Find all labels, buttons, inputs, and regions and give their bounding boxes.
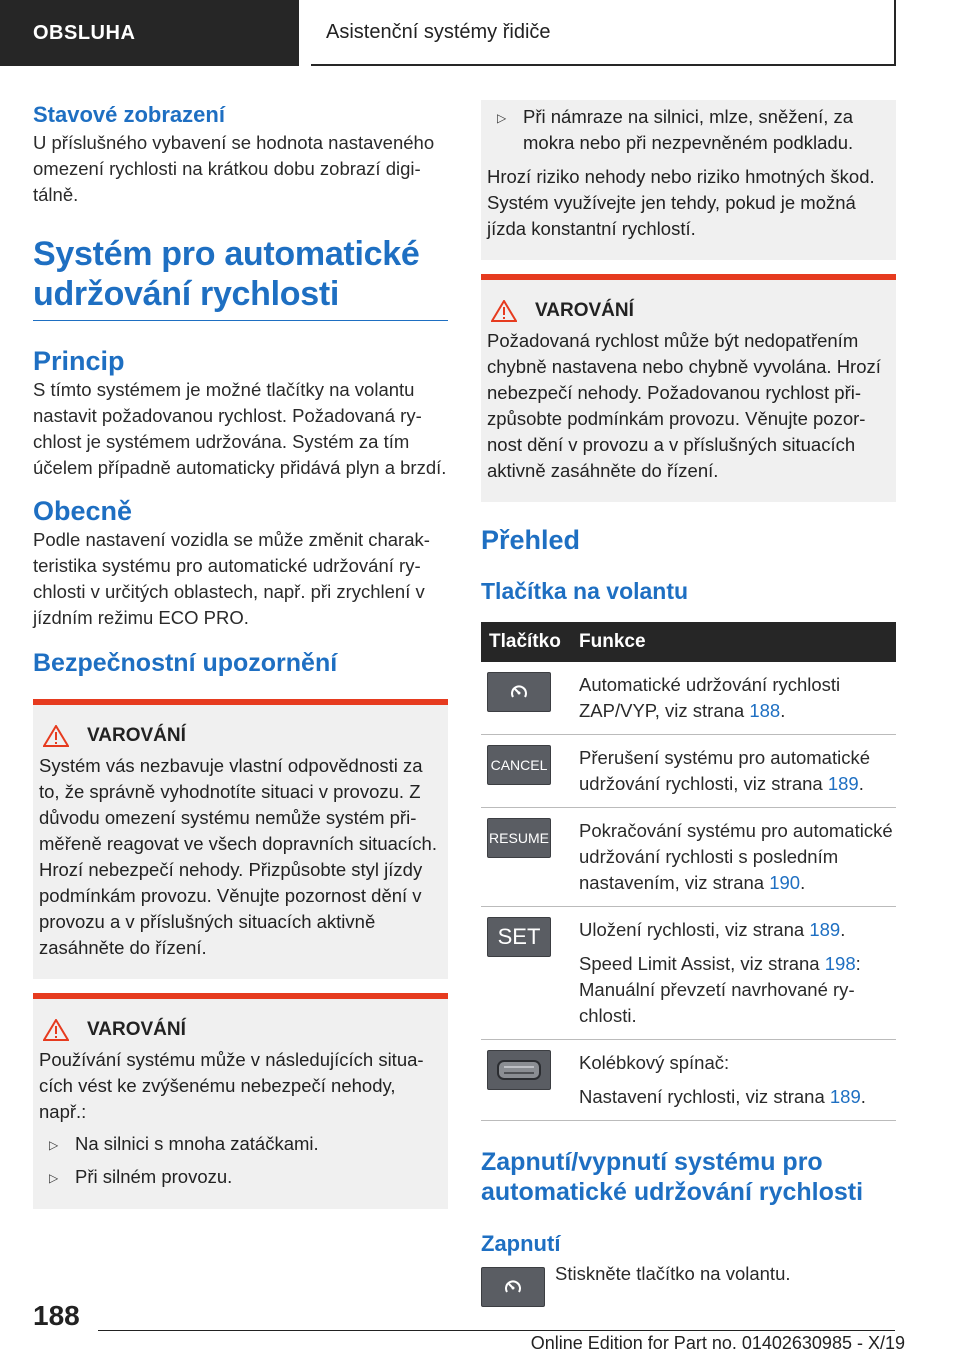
onoff-heading: Zapnutí/vypnutí systému pro automatické udržování rychlosti bbox=[481, 1148, 864, 1206]
table-row bbox=[481, 735, 896, 808]
warning-header bbox=[39, 725, 442, 747]
section-label: OBSLUHA bbox=[33, 21, 136, 44]
row-text: Přerušení systému pro automatické udržování rychlosti, viz strana bbox=[579, 747, 870, 794]
row-text: Uložení rychlosti, viz strana bbox=[579, 919, 810, 940]
section-tab bbox=[0, 0, 299, 66]
list-item bbox=[49, 1131, 442, 1158]
warning-continuation bbox=[481, 100, 896, 260]
table-row bbox=[481, 808, 896, 907]
on-instruction bbox=[481, 1263, 896, 1307]
row-text: Nastavení rychlosti, viz strana bbox=[579, 1086, 830, 1107]
warning-triangle-icon bbox=[491, 300, 517, 322]
safety-heading: Bezpečnostní upozornění bbox=[33, 649, 338, 677]
warning-title: VAROVÁNÍ bbox=[535, 300, 634, 321]
page-link[interactable]: 189 bbox=[827, 773, 859, 794]
chapter-tab bbox=[311, 0, 896, 66]
header-divider bbox=[299, 0, 311, 66]
general-text: Podle nastavení vozidla se může změnit charakteristika systému pro automatické udržování rychlosti v určitých oblastech, např. při zrychlení v jízdním režimu ECO PRO. bbox=[33, 529, 430, 628]
warning-box-3 bbox=[481, 274, 896, 502]
warning-title: VAROVÁNÍ bbox=[87, 1019, 186, 1040]
list-item bbox=[497, 104, 890, 156]
page-link[interactable]: 189 bbox=[809, 919, 841, 940]
chapter-label: Asistenční systémy řidiče bbox=[326, 20, 551, 43]
page-link[interactable]: 190 bbox=[769, 872, 801, 893]
row-text-end: . bbox=[840, 919, 846, 940]
column-header: Funkce bbox=[571, 622, 896, 662]
warning-text: Požadovaná rychlost může být nedopatřením chybně nastavena nebo chybně vyvolána. Hrozí nebezpečí nehody. Požadovanou rychlost přizpůsobte podmínkám provozu. Věnujte pozornost dění v provozu a v příslušných situacích aktivně zasáhněte do řízení. bbox=[487, 330, 881, 481]
row-text-end: . bbox=[858, 773, 864, 794]
bullet-text: Na silnici s mnoha zatáčkami. bbox=[75, 1133, 319, 1154]
warning-title: VAROVÁNÍ bbox=[87, 725, 186, 746]
overview-heading: Přehled bbox=[481, 525, 581, 555]
status-text: U příslušného vybavení se hodnota nastaveného omezení rychlosti na krátkou dobu zobrazí digitálně. bbox=[33, 132, 435, 205]
page-link[interactable]: 198 bbox=[824, 953, 856, 974]
page-link[interactable]: 189 bbox=[829, 1086, 861, 1107]
buttons-heading: Tlačítka na volantu bbox=[481, 578, 689, 604]
warning-text: Používání systému může v následujících situacích vést ke zvýšenému nebezpečí nehody, např.: bbox=[39, 1049, 424, 1122]
warning-box-2 bbox=[33, 993, 448, 1209]
row-text: Automatické udržování rychlosti ZAP/VYP, viz strana bbox=[579, 674, 841, 721]
rocker-switch-icon bbox=[487, 1050, 551, 1090]
list-item bbox=[49, 1164, 442, 1191]
row-text: Kolébkový spínač: bbox=[579, 1052, 730, 1073]
footer-rule bbox=[98, 1330, 895, 1331]
general-heading: Obecně bbox=[33, 496, 133, 526]
row-text: Pokračování systému pro automatické udržování rychlosti s posledním nastavením, viz strana bbox=[579, 820, 893, 893]
column-header: Tlačítko bbox=[481, 622, 571, 662]
row-text-end: : Manuální převzetí navrhované rychlosti. bbox=[579, 953, 861, 1026]
left-column bbox=[33, 100, 448, 1209]
warning-triangle-icon bbox=[43, 725, 69, 747]
row-text-end: . bbox=[800, 872, 806, 893]
on-heading: Zapnutí bbox=[481, 1231, 561, 1256]
table-row bbox=[481, 662, 896, 735]
cruise-control-icon bbox=[481, 1267, 545, 1307]
warning-box-1 bbox=[33, 699, 448, 979]
on-text: Stiskněte tlačítko na volantu. bbox=[555, 1263, 791, 1284]
table-row bbox=[481, 1040, 896, 1121]
heading-rule bbox=[33, 320, 448, 321]
principle-text: S tímto systémem je možné tlačítky na volantu nastavit požadovanou rychlost. Požadovaná rychlost je systémem udržována. Systém za tím účelem případně automaticky přidává plyn a brzdí. bbox=[33, 379, 447, 478]
warning-triangle-icon bbox=[43, 1019, 69, 1041]
page-number: 188 bbox=[33, 1300, 80, 1331]
right-column bbox=[481, 100, 896, 1307]
row-text: Speed Limit Assist, viz strana bbox=[579, 953, 825, 974]
warning-header bbox=[487, 300, 890, 322]
principle-heading: Princip bbox=[33, 346, 125, 376]
buttons-table bbox=[481, 622, 896, 1121]
main-heading: Systém pro automatické udržování rychlosti bbox=[33, 235, 420, 313]
cancel-button-icon: CANCEL bbox=[487, 745, 551, 785]
table-row bbox=[481, 907, 896, 1040]
warning-header bbox=[39, 1019, 442, 1041]
set-button-icon: SET bbox=[487, 917, 551, 957]
row-text-end: . bbox=[780, 700, 786, 721]
bullet-triangle-icon: ▷ bbox=[49, 1171, 59, 1185]
warning-text: Systém vás nezbavuje vlastní odpovědnosti za to, že správně vyhodnotíte situaci v provozu. Z důvodu omezení systému nemůže systém přiměřeně reagovat ve všech dopravních situacích. Hrozí nebezpečí nehody. Přizpůsobte styl jízdy podmínkám provozu. Věnujte pozornost dění v provozu a v příslušných situacích aktivně zasáhněte do řízení. bbox=[39, 755, 437, 958]
row-text-end: . bbox=[860, 1086, 866, 1107]
status-heading: Stavové zobrazení bbox=[33, 102, 225, 127]
page-link[interactable]: 188 bbox=[749, 700, 781, 721]
edition-text: Online Edition for Part no. 01402630985 - X/19 bbox=[530, 1333, 905, 1353]
bullet-triangle-icon: ▷ bbox=[49, 1138, 59, 1152]
bullet-triangle-icon: ▷ bbox=[497, 111, 507, 125]
cruise-control-icon bbox=[487, 672, 551, 712]
bullet-text: Při silném provozu. bbox=[75, 1166, 233, 1187]
bullet-text: Při námraze na silnici, mlze, sněžení, za mokra nebo při nezpevněném podkladu. bbox=[523, 106, 854, 153]
resume-button-icon: RESUME bbox=[487, 818, 551, 858]
warning-text: Hrozí riziko nehody nebo riziko hmotných škod. Systém využívejte jen tehdy, pokud je možná jízda konstantní rychlostí. bbox=[487, 166, 875, 239]
table-header-row bbox=[481, 622, 896, 662]
